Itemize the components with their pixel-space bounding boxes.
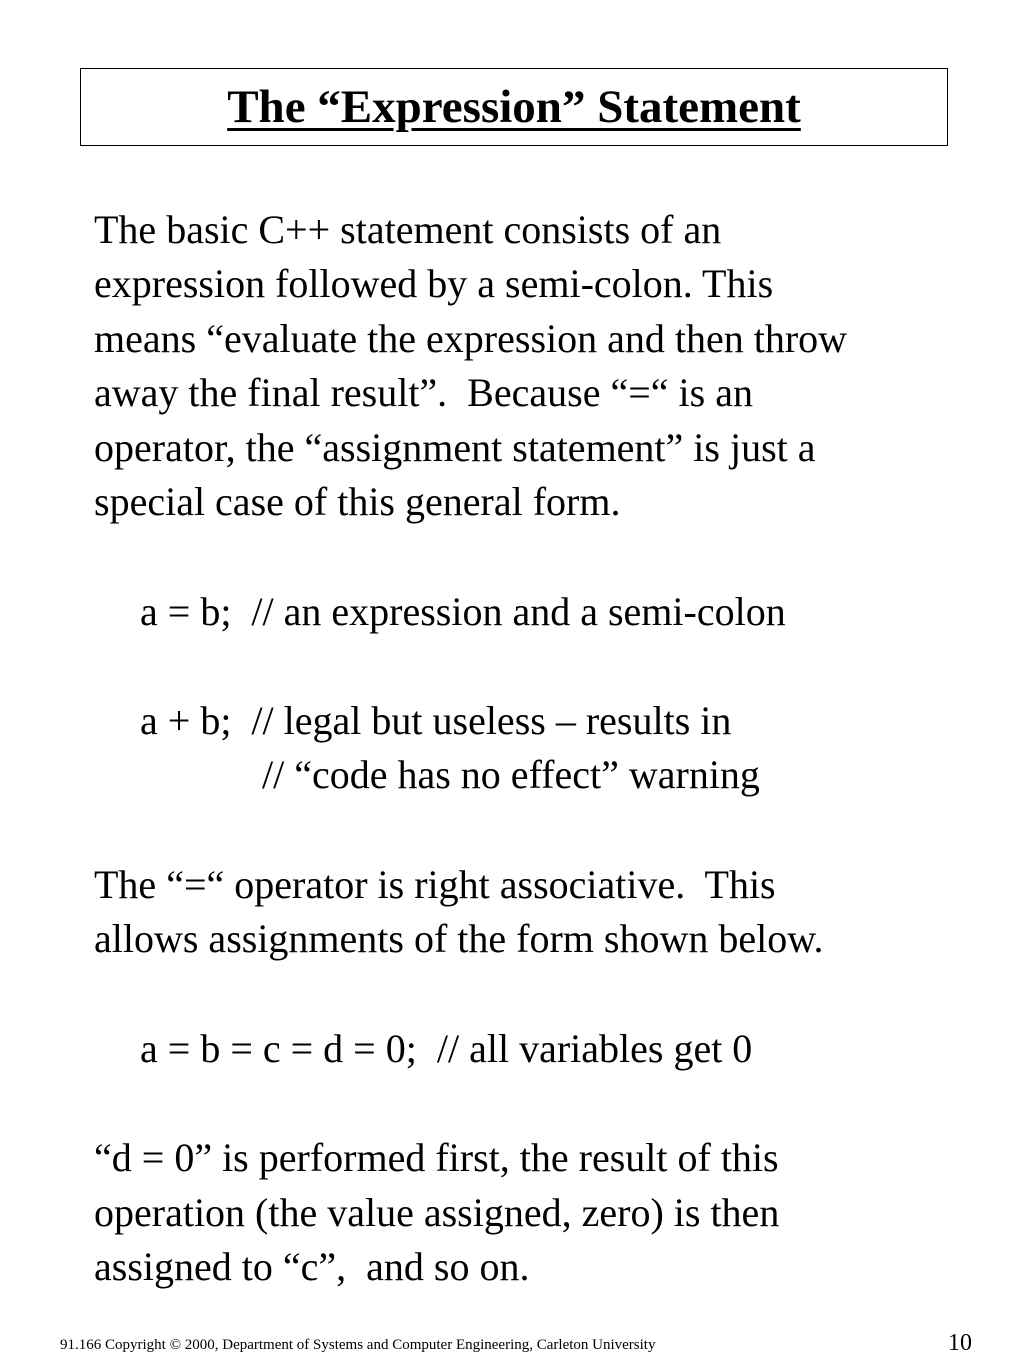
paragraph-line: away the final result”. Because “=“ is an xyxy=(94,370,753,415)
code-example-chain: a = b = c = d = 0; // all variables get 0 xyxy=(140,1026,753,1071)
title-box xyxy=(80,68,948,146)
paragraph-line: special case of this general form. xyxy=(94,479,621,524)
paragraph-line: operator, the “assignment statement” is just a xyxy=(94,425,816,470)
paragraph-line: “d = 0” is performed first, the result of this xyxy=(94,1135,779,1180)
footer-copyright: 91.166 Copyright © 2000, Department of Systems and Computer Engineering, Carleton University xyxy=(60,1337,656,1353)
code-example-comment: // “code has no effect” warning xyxy=(262,752,760,797)
paragraph-line: expression followed by a semi-colon. This xyxy=(94,261,774,306)
paragraph-line: The “=“ operator is right associative. This xyxy=(94,862,776,907)
paragraph-line: operation (the value assigned, zero) is then xyxy=(94,1190,780,1235)
page-title: The “Expression” Statement xyxy=(227,81,801,133)
code-example-addition: a + b; // legal but useless – results in xyxy=(140,698,732,743)
paragraph-line: means “evaluate the expression and then throw xyxy=(94,316,848,361)
paragraph-line: allows assignments of the form shown below. xyxy=(94,916,824,961)
paragraph-line: The basic C++ statement consists of an xyxy=(94,207,722,252)
page-number: 10 xyxy=(948,1330,972,1356)
paragraph-line: assigned to “c”, and so on. xyxy=(94,1244,530,1289)
code-example-assignment: a = b; // an expression and a semi-colon xyxy=(140,589,786,634)
